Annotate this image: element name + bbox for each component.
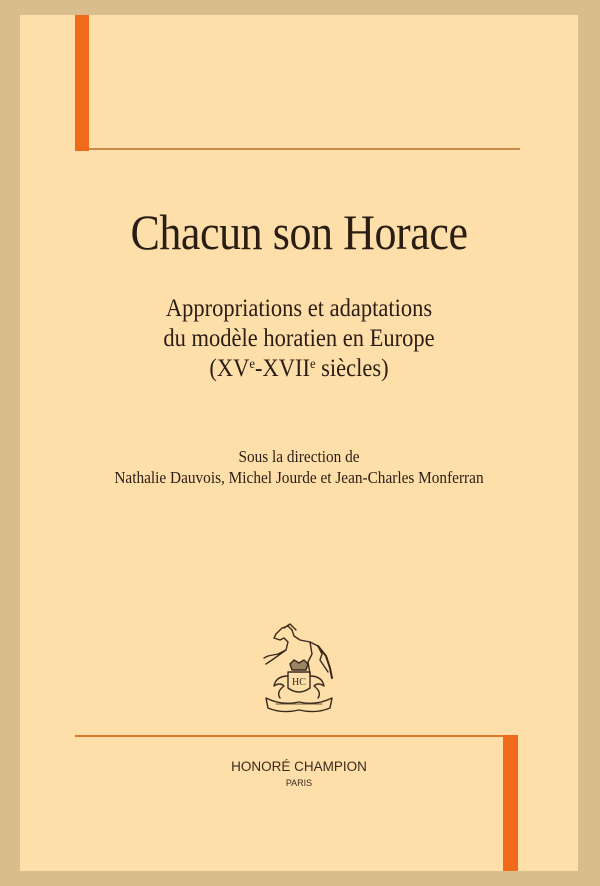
book-subtitle	[48, 294, 550, 384]
book-title: Chacun son Horace	[130, 204, 468, 260]
editors-intro: Sous la direction de	[238, 447, 360, 466]
subtitle-line-1: Appropriations et adaptations	[165, 295, 433, 322]
century-start: (XV	[209, 355, 250, 382]
editors-names: Nathalie Dauvois, Michel Jourde et Jean-Charles Monferran	[114, 468, 484, 487]
centuries-word: siècles)	[315, 355, 389, 382]
emblem-shield-text: HC	[292, 677, 306, 688]
subtitle-line-2: du modèle horatien en Europe	[163, 325, 435, 352]
editors-block	[48, 446, 550, 488]
top-rule	[89, 148, 520, 150]
top-accent-bar	[75, 15, 89, 151]
publisher-city: PARIS	[285, 778, 313, 788]
century-end: -XVII	[254, 355, 310, 382]
bottom-rule	[75, 735, 506, 737]
book-cover	[20, 15, 578, 871]
horse-crest-emblem-icon	[258, 620, 340, 716]
subtitle-line-3	[48, 354, 550, 384]
bottom-accent-bar	[503, 735, 518, 871]
superscript-e: e	[249, 357, 255, 372]
publisher-name: HONORÉ CHAMPION	[231, 759, 367, 774]
publisher-block	[20, 759, 578, 788]
superscript-e: e	[309, 357, 316, 372]
